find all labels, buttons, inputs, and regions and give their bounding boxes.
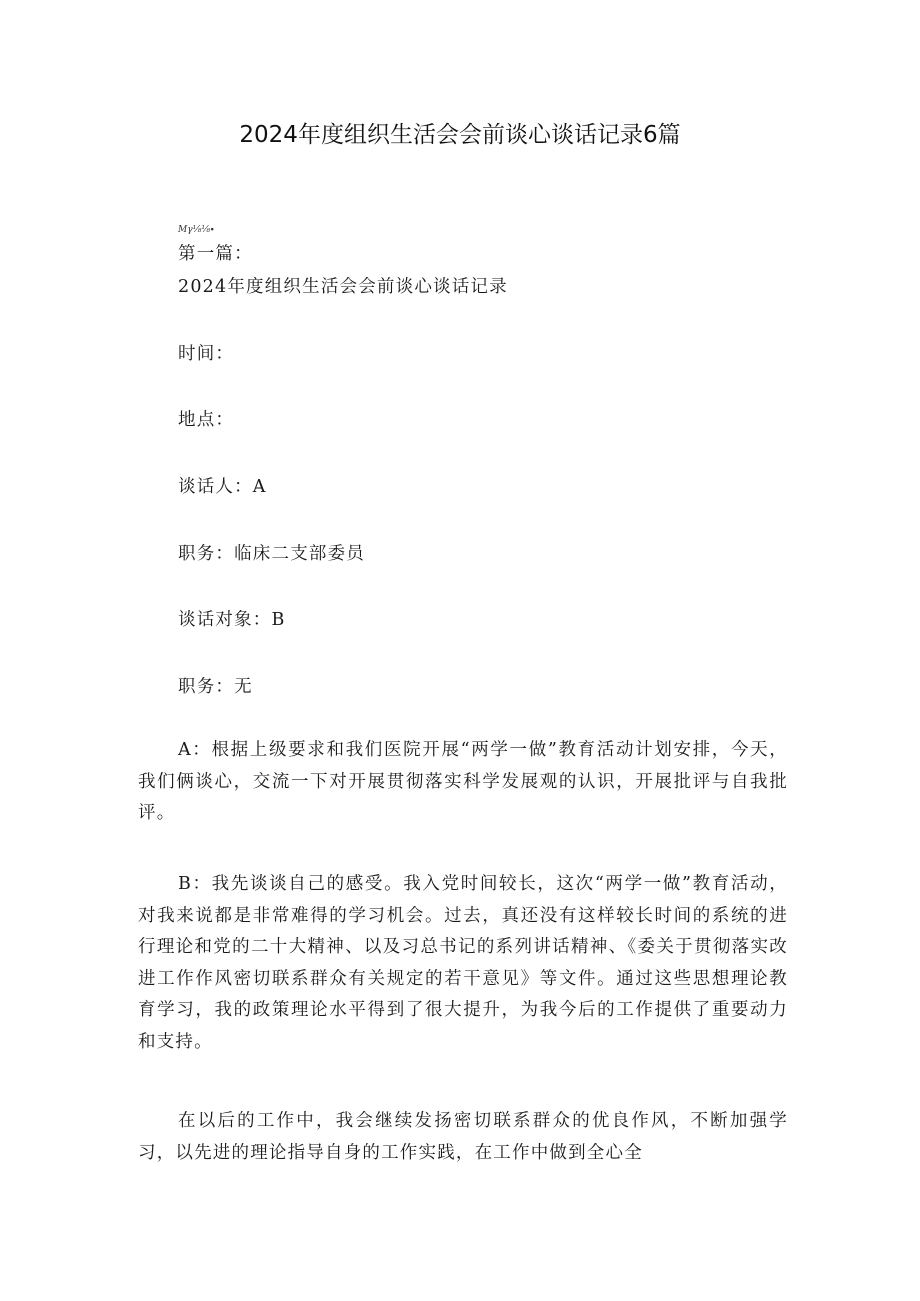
paragraph-continuation: 在以后的工作中，我会继续发扬密切联系群众的优良作风，不断加强学习，以先进的理论指导自身的工作实践，在工作中做到全心全 bbox=[138, 1111, 788, 1163]
field-place: 地点： bbox=[178, 410, 235, 430]
field-time: 时间： bbox=[178, 344, 235, 364]
paragraph-a-statement: A：根据上级要求和我们医院开展“两学一做”教育活动计划安排，今天，我们俩谈心，交流一下对开展贯彻落实科学发展观的认识，开展批评与自我批评。 bbox=[138, 740, 788, 823]
field-target: 谈话对象：B bbox=[178, 610, 286, 630]
document-title: 2024年度组织生活会会前谈心谈话记录6篇 bbox=[239, 122, 681, 148]
section-subtitle: 2024年度组织生活会会前谈心谈话记录 bbox=[178, 277, 508, 297]
paragraph-b-statement: B：我先谈谈自己的感受。我入党时间较长，这次“两学一做”教育活动，对我来说都是非常难得的学习机会。过去，真还没有这样较长时间的系统的进行理论和党的二十大精神、以及习总书记的系列讲话精神、《委关于贯彻落实改进工作作风密切联系群众有关规定的若干意见》等文件。通过这些思想理论教育学习，我的政策理论水平得到了很大提升，为我今后的工作提供了重要动力和支持。 bbox=[138, 874, 788, 1052]
field-target-position: 职务：无 bbox=[178, 677, 253, 697]
field-speaker-position: 职务：临床二支部委员 bbox=[178, 544, 365, 564]
section-label: 第一篇： bbox=[178, 244, 253, 264]
document-stamp: Mγ⅛⅛∙ bbox=[178, 225, 215, 235]
field-speaker: 谈话人：A bbox=[178, 477, 267, 497]
